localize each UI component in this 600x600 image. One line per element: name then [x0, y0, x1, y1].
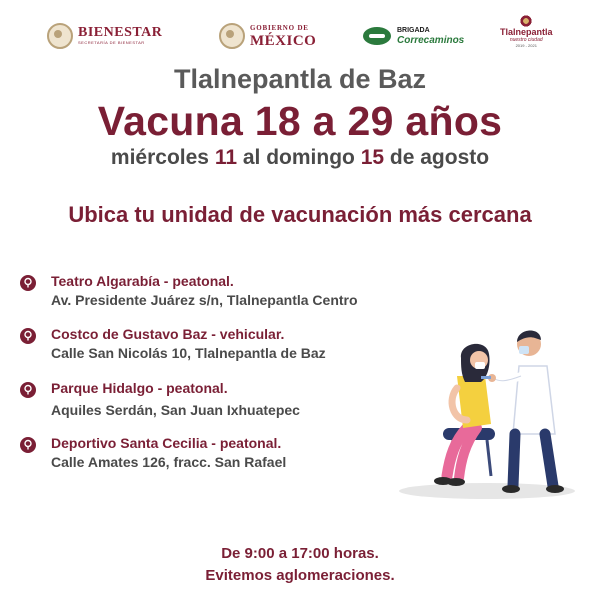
map-pin-icon	[20, 437, 36, 453]
hours-text: De 9:00 a 17:00 horas.	[221, 545, 379, 562]
date-start: 11	[214, 146, 238, 169]
map-pin-icon	[20, 275, 36, 291]
tlalnepantla-name: Tlalnepantla	[500, 27, 553, 37]
tlalnepantla-tagline: nuestro ciudad	[509, 37, 543, 43]
location-address: Calle San Nicolás 10, Tlalnepantla de Baz	[51, 345, 326, 361]
logo-bar	[0, 18, 600, 58]
location-address: Calle Amates 126, fracc. San Rafael	[51, 454, 287, 470]
location-name: Parque Hidalgo - peatonal.	[51, 380, 228, 396]
location-name: Costco de Gustavo Baz - vehicular.	[51, 326, 285, 342]
advice-text: Evitemos aglomeraciones.	[205, 567, 395, 584]
date-post: de agosto	[384, 146, 490, 169]
date-range	[0, 146, 600, 170]
brigada-icon	[363, 27, 391, 45]
map-pin-icon	[20, 382, 36, 398]
brigada-line1: BRIGADA	[397, 27, 430, 34]
vaccination-illustration	[395, 316, 580, 502]
date-end: 15	[360, 146, 385, 169]
bienestar-tagline: SECRETARÍA DE BIENESTAR	[78, 40, 145, 45]
bienestar-logo	[47, 18, 162, 54]
gobierno-line2: MÉXICO	[250, 32, 317, 49]
map-pin-icon	[20, 328, 36, 344]
section-subtitle: Ubica tu unidad de vacunación más cercana	[68, 202, 532, 227]
seal-icon	[47, 23, 73, 49]
location-name: Deportivo Santa Cecilia - peatonal.	[51, 435, 282, 451]
location-address: Aquiles Serdán, San Juan Ixhuatepec	[51, 402, 300, 418]
tlalnepantla-years: 2019 - 2021	[515, 43, 537, 48]
location-name: Teatro Algarabía - peatonal.	[51, 273, 234, 289]
gobierno-line1: GOBIERNO DE	[250, 23, 309, 32]
date-mid: al domingo	[237, 146, 361, 169]
tlalnepantla-emblem-icon	[519, 15, 533, 27]
seal-icon	[219, 23, 245, 49]
bienestar-name: BIENESTAR	[78, 25, 163, 40]
date-pre: miércoles	[110, 146, 215, 169]
brigada-logo	[363, 18, 464, 54]
location-address: Av. Presidente Juárez s/n, Tlalnepantla Centro	[51, 292, 358, 308]
page-title: Vacuna 18 a 29 años	[97, 98, 503, 144]
tlalnepantla-logo	[500, 15, 553, 51]
gobierno-mexico-logo	[219, 18, 316, 54]
city-heading: Tlalnepantla de Baz	[173, 64, 427, 94]
brigada-line2: Correcaminos	[397, 35, 465, 46]
